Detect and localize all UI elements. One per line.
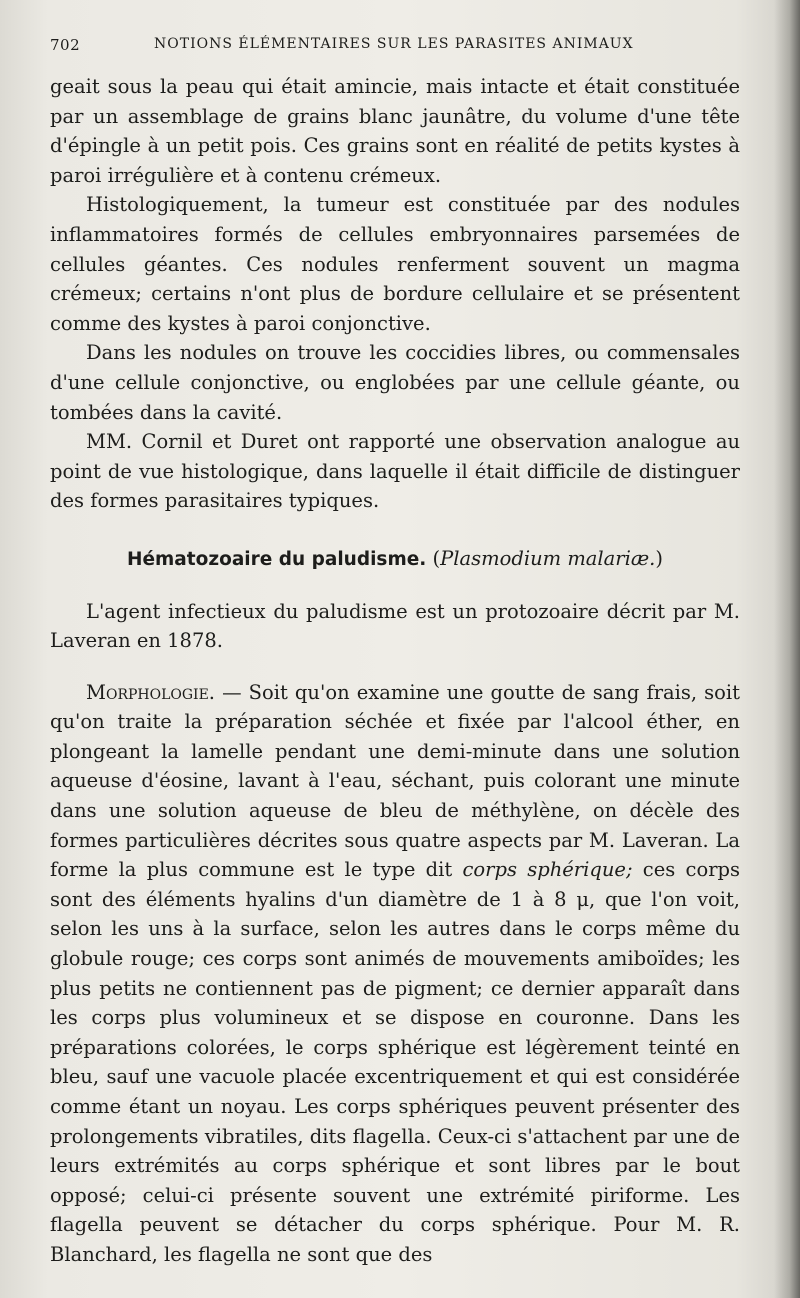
section-heading (50, 544, 740, 575)
paragraph-histology: Histologiquement, la tumeur est constituée par des nodules inflammatoires formés de cellules embryonnaires parsemées de cellules géantes. Ces nodules renferment souvent un magma crémeux; certains n'ont plus de bordure cellulaire et se présentent comme des kystes à paroi conjonctive. (50, 193, 740, 335)
section-heading-latin: Plasmodium malariæ. (440, 546, 656, 570)
morphology-text-b: ces corps sont des éléments hyalins d'un diamètre de 1 à 8 μ, que l'on voit, selon les uns à la surface, selon les autres dans le corps même du globule rouge; ces corps sont animés de mouvements amiboïdes; les plus petits ne contiennent pas de pigment; ce dernier apparaît dans les corps plus volumineux et se dispose en couronne. Dans les préparations colorées, le corps sphérique est légèrement teinté en bleu, sauf une vacuole placée excentriquement et qui est considérée comme étant un noyau. Les corps sphériques peuvent présenter des prolongements vibratiles, dits flagella. Ceux-ci s'attachent par une de leurs extrémités au corps sphérique et sont libres par le bout opposé; celui-ci présente souvent une extrémité piriforme. Les flagella peuvent se détacher du corps sphérique. Pour M. R. Blanchard, les flagella ne sont que des (50, 858, 741, 1266)
morphology-term: corps sphérique; (462, 858, 633, 882)
page-gutter-shadow (774, 0, 800, 1298)
paragraph-nodules: Dans les nodules on trouve les coccidies libres, ou commensales d'une cellule conjonctive, ou englobées par une cellule géante, ou tombées dans la cavité. (50, 341, 740, 424)
running-title: NOTIONS ÉLÉMENTAIRES SUR LES PARASITES ANIMAUX (154, 36, 634, 52)
page-number: 702 (50, 36, 81, 54)
section-heading-title: Hématozoaire du paludisme. (127, 548, 427, 570)
morphology-label: Morphologie. (86, 680, 215, 704)
morphology-text-a: — Soit qu'on examine une goutte de sang frais, soit qu'on traite la préparation séchée et fixée par l'alcool éther, en plongeant la lamelle pendant une demi-minute dans une solution aqueuse d'éosine, lavant à l'eau, séchant, puis colorant une minute dans une solution aqueuse de bleu de méthylène, on décèle des formes particulières décrites sous quatre aspects par M. Laveran. La forme la plus commune est le type dit (50, 680, 740, 882)
paragraph-morphology (50, 678, 740, 1270)
paragraph-agent: L'agent infectieux du paludisme est un protozoaire décrit par M. Laveran en 1878. (50, 599, 740, 653)
heading-paren-open: ( (426, 546, 441, 570)
heading-paren-close: ) (655, 546, 663, 570)
page-body (50, 72, 740, 1270)
paragraph-cornil-duret: MM. Cornil et Duret ont rapporté une observation analogue au point de vue histologique, dans laquelle il était difficile de distinguer des formes parasitaires typiques. (50, 430, 740, 513)
paragraph-continued: geait sous la peau qui était amincie, mais intacte et était constituée par un assemblage de grains blanc jaunâtre, du volume d'une tête d'épingle à un petit pois. Ces grains sont en réalité de petits kystes à paroi irrégulière et à contenu crémeux. (50, 75, 740, 187)
